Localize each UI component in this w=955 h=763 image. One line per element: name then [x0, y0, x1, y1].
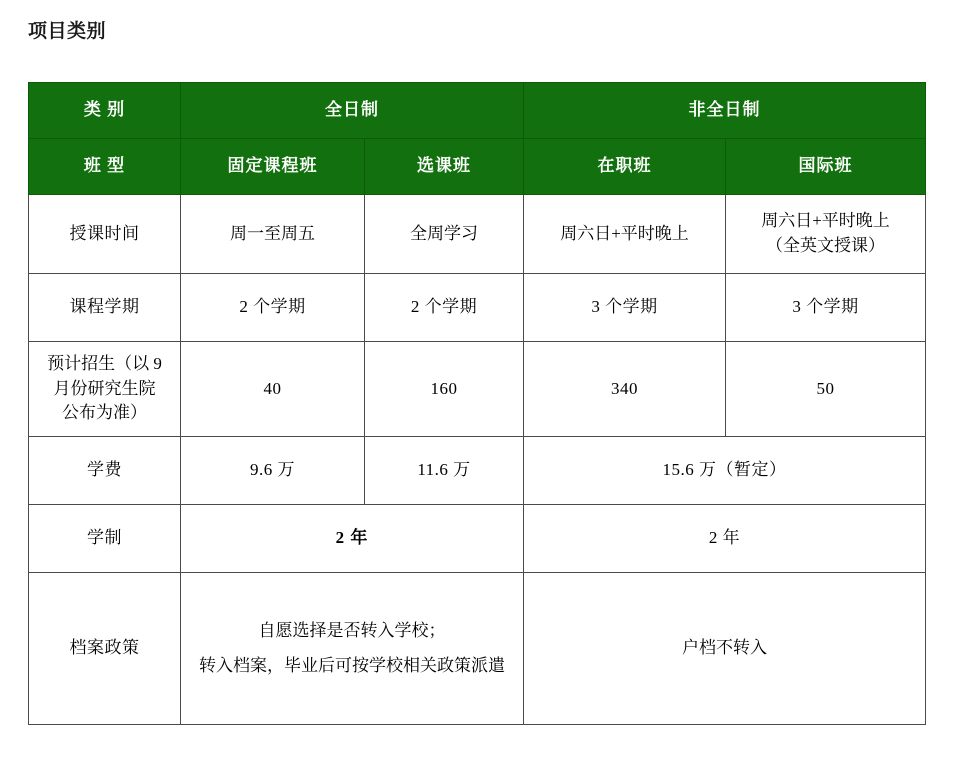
header-cell-fulltime: 全日制	[181, 83, 524, 139]
header-cell-classtype-label: 班 型	[29, 139, 181, 195]
cell-class-time-international-line2: （全英文授课）	[766, 236, 885, 255]
cell-course-term-elective: 2 个学期	[365, 274, 524, 342]
header-cell-parttime: 非全日制	[524, 83, 926, 139]
cell-archive-policy-parttime: 户档不转入	[524, 573, 926, 725]
cell-enrollment-fixed: 40	[181, 342, 365, 437]
cell-course-term-fixed: 2 个学期	[181, 274, 365, 342]
header-cell-inservice-class: 在职班	[524, 139, 726, 195]
header-cell-elective-class: 选课班	[365, 139, 524, 195]
cell-study-length-parttime: 2 年	[524, 505, 926, 573]
cell-tuition-elective: 11.6 万	[365, 437, 524, 505]
cell-class-time-elective: 全周学习	[365, 195, 524, 274]
row-label-planned-enrollment-line2: 月份研究生院	[53, 378, 156, 398]
table-header-row-category	[29, 83, 926, 139]
cell-class-time-inservice: 周六日+平时晚上	[524, 195, 726, 274]
page-title: 项目类别	[28, 21, 107, 42]
cell-enrollment-inservice: 340	[524, 342, 726, 437]
cell-archive-policy-fulltime-line1: 自愿选择是否转入学校；	[258, 620, 446, 640]
header-cell-fixed-course-class: 固定课程班	[181, 139, 365, 195]
table-header-row-classtype	[29, 139, 926, 195]
cell-class-time-international-line1: 周六日+平时晚上	[761, 211, 890, 231]
row-label-tuition: 学费	[29, 437, 181, 505]
cell-tuition-parttime: 15.6 万（暂定）	[524, 437, 926, 505]
cell-class-time-international	[726, 195, 926, 274]
table-row-study-length	[29, 505, 926, 573]
cell-archive-policy-fulltime-line2: 转入档案，毕业后可按学校相关政策派遣	[199, 655, 505, 675]
table-row-tuition	[29, 437, 926, 505]
table-row-course-term	[29, 274, 926, 342]
cell-enrollment-international: 50	[726, 342, 926, 437]
cell-course-term-international: 3 个学期	[726, 274, 926, 342]
cell-course-term-inservice: 3 个学期	[524, 274, 726, 342]
table-row-archive-policy	[29, 573, 926, 725]
row-label-archive-policy: 档案政策	[29, 573, 181, 725]
row-label-planned-enrollment	[29, 342, 181, 437]
table-row-planned-enrollment	[29, 342, 926, 437]
row-label-planned-enrollment-line1: 预计招生（以 9	[47, 354, 162, 374]
cell-study-length-fulltime: 2 年	[181, 505, 524, 573]
row-label-course-term: 课程学期	[29, 274, 181, 342]
cell-tuition-fixed: 9.6 万	[181, 437, 365, 505]
cell-archive-policy-fulltime	[181, 573, 524, 725]
cell-enrollment-elective: 160	[365, 342, 524, 437]
cell-class-time-fixed: 周一至周五	[181, 195, 365, 274]
program-category-table	[28, 82, 926, 725]
header-cell-category-label: 类 别	[29, 83, 181, 139]
row-label-class-time: 授课时间	[29, 195, 181, 274]
header-cell-international-class: 国际班	[726, 139, 926, 195]
table-row-class-time	[29, 195, 926, 274]
row-label-planned-enrollment-line3: 公布为准）	[62, 403, 147, 423]
row-label-study-length: 学制	[29, 505, 181, 573]
